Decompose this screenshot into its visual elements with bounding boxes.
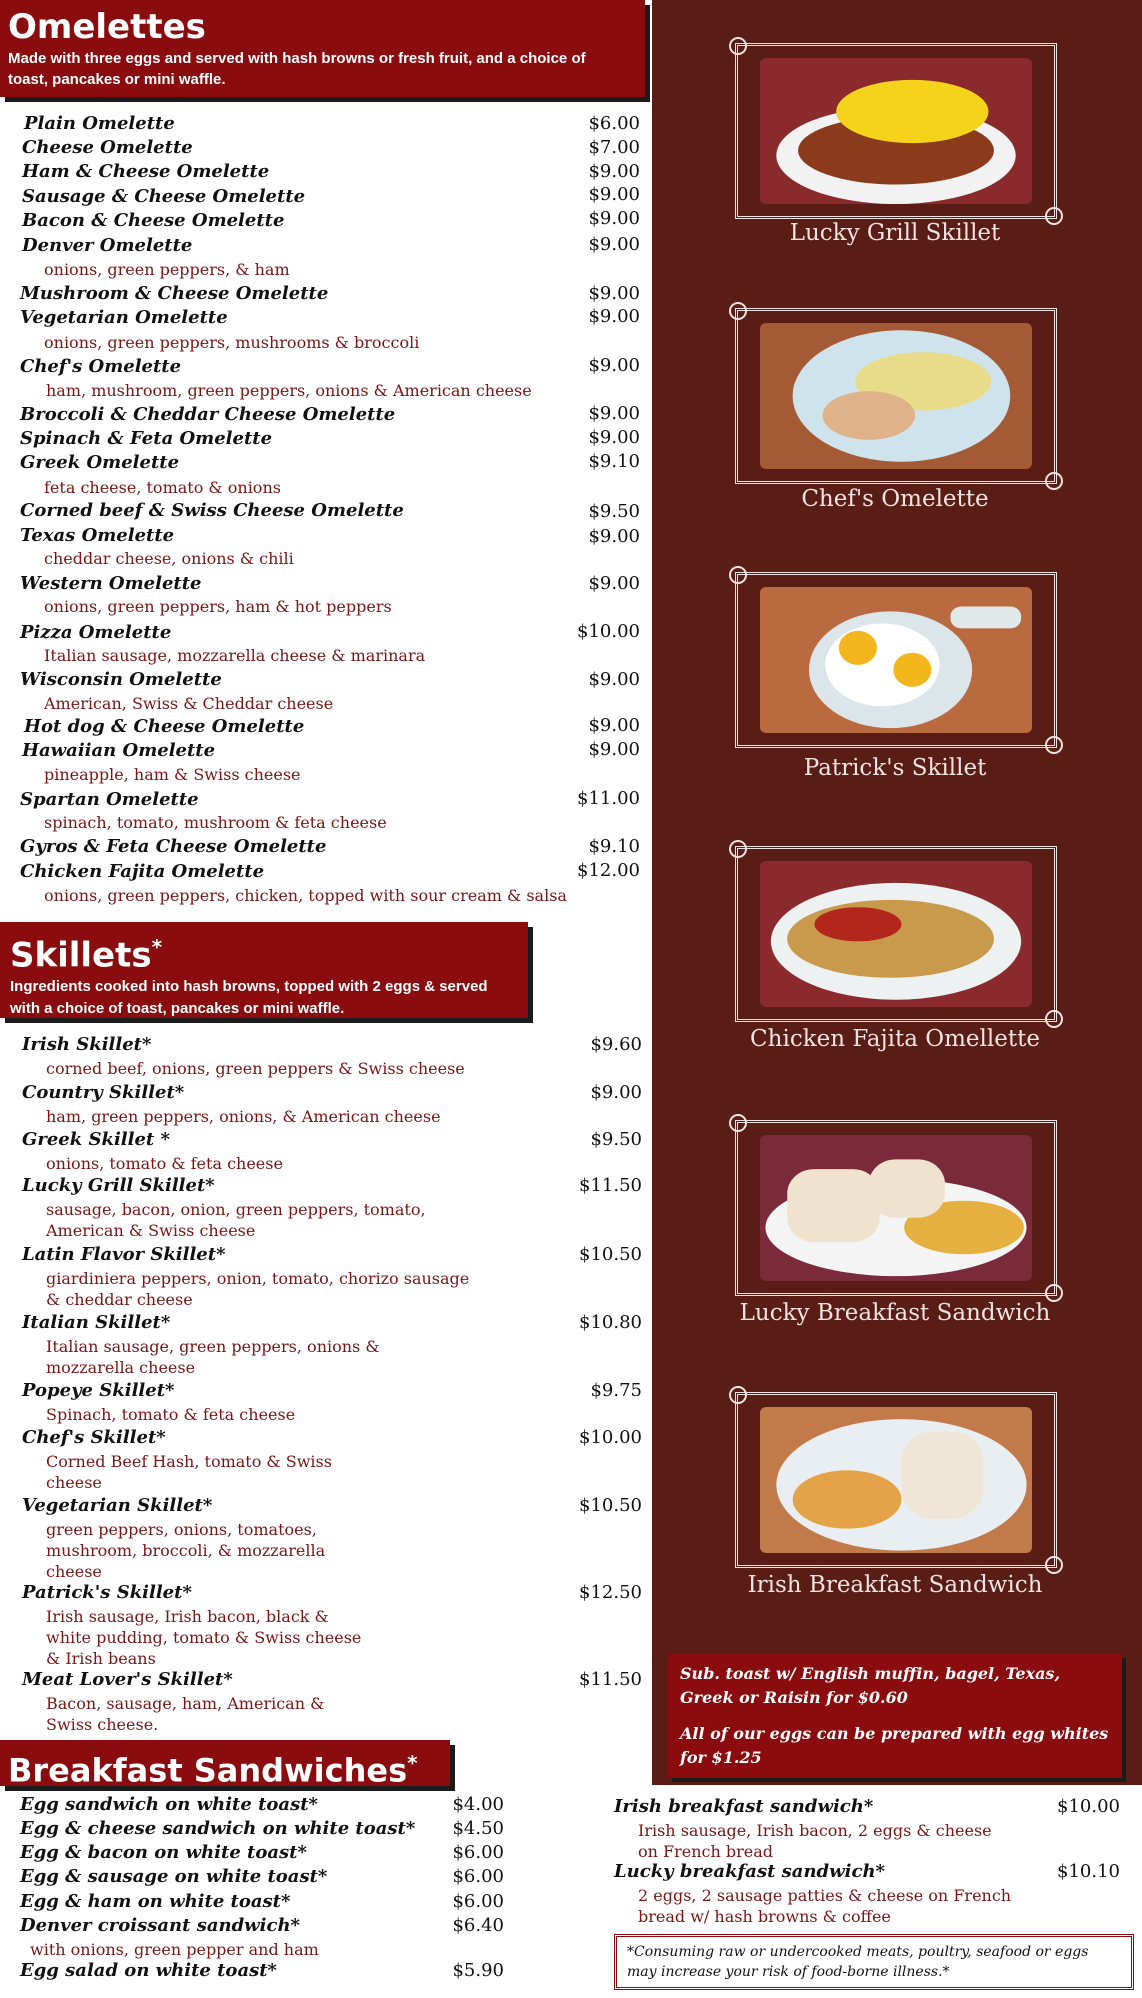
photo-caption-3: Patrick's Skillet bbox=[803, 755, 987, 781]
omelette-photo-icon bbox=[760, 323, 1032, 469]
menu-item-price: $9.00 bbox=[588, 526, 640, 547]
menu-item-name: Chef's Omelette bbox=[20, 356, 182, 377]
menu-item-price: $6.00 bbox=[452, 1866, 504, 1887]
menu-item-description: cheese bbox=[46, 1473, 102, 1492]
menu-item-name: Pizza Omelette bbox=[20, 622, 172, 643]
menu-item-name: Hot dog & Cheese Omelette bbox=[24, 716, 305, 737]
menu-item-name: Latin Flavor Skillet* bbox=[22, 1244, 226, 1265]
menu-item-price: $9.00 bbox=[588, 161, 640, 182]
menu-item-price: $11.50 bbox=[579, 1175, 642, 1196]
menu-item-price: $10.00 bbox=[577, 621, 640, 642]
photo-caption-6: Irish Breakfast Sandwich bbox=[747, 1572, 1043, 1598]
menu-item-description: sausage, bacon, onion, green peppers, tomato, bbox=[46, 1200, 426, 1219]
sandwich-photo-icon bbox=[760, 1407, 1032, 1553]
photo-frame-lucky-grill-skillet bbox=[735, 43, 1057, 219]
skillet-photo-icon bbox=[760, 587, 1032, 733]
menu-item-description: green peppers, onions, tomatoes, bbox=[46, 1520, 317, 1539]
menu-item-name: Egg & ham on white toast* bbox=[20, 1891, 291, 1912]
menu-item-description: onions, green peppers, chicken, topped with sour cream & salsa bbox=[44, 886, 567, 905]
photo-frame-chefs-omelette bbox=[735, 308, 1057, 484]
menu-item-description: Irish sausage, Irish bacon, black & bbox=[46, 1607, 329, 1626]
menu-item-name: Popeye Skillet* bbox=[22, 1380, 175, 1401]
menu-item-description: corned beef, onions, green peppers & Swiss cheese bbox=[46, 1059, 465, 1078]
menu-item-price: $6.40 bbox=[452, 1915, 504, 1936]
photo-frame-patricks-skillet bbox=[735, 572, 1057, 748]
menu-item-name: Country Skillet* bbox=[22, 1082, 185, 1103]
menu-item-name: Corned beef & Swiss Cheese Omelette bbox=[20, 500, 404, 521]
menu-item-price: $10.80 bbox=[579, 1312, 642, 1333]
skillets-asterisk: * bbox=[151, 935, 163, 959]
menu-item-description: onions, green peppers, & ham bbox=[44, 260, 290, 279]
menu-item-price: $9.00 bbox=[588, 283, 640, 304]
menu-item-price: $5.90 bbox=[452, 1960, 504, 1981]
menu-item-description: onions, green peppers, ham & hot peppers bbox=[44, 597, 392, 616]
breakfast-sandwiches-asterisk: * bbox=[407, 1751, 418, 1775]
menu-item-price: $9.00 bbox=[590, 1082, 642, 1103]
menu-item-description: Corned Beef Hash, tomato & Swiss bbox=[46, 1452, 332, 1471]
menu-item-description: American, Swiss & Cheddar cheese bbox=[44, 694, 334, 713]
menu-item-name: Irish breakfast sandwich* bbox=[614, 1796, 874, 1817]
menu-item-price: $9.75 bbox=[590, 1380, 642, 1401]
food-safety-disclaimer: *Consuming raw or undercooked meats, poultry, seafood or eggs may increase your risk of food-borne illness.* bbox=[614, 1934, 1134, 1990]
menu-item-description: American & Swiss cheese bbox=[46, 1221, 256, 1240]
menu-item-name: Chef's Skillet* bbox=[22, 1427, 166, 1448]
menu-item-price: $12.00 bbox=[577, 860, 640, 881]
menu-item-name: Wisconsin Omelette bbox=[20, 669, 222, 690]
menu-item-price: $9.50 bbox=[590, 1129, 642, 1150]
menu-item-description: mozzarella cheese bbox=[46, 1358, 196, 1377]
menu-item-name: Sausage & Cheese Omelette bbox=[22, 186, 306, 207]
menu-item-description: & Irish beans bbox=[46, 1649, 156, 1668]
menu-item-price: $10.00 bbox=[579, 1427, 642, 1448]
menu-item-description: Spinach, tomato & feta cheese bbox=[46, 1405, 296, 1424]
menu-item-name: Denver croissant sandwich* bbox=[20, 1915, 300, 1936]
breakfast-sandwiches-header bbox=[0, 1740, 450, 1790]
menu-item-price: $11.00 bbox=[577, 788, 640, 809]
menu-item-price: $4.00 bbox=[452, 1794, 504, 1815]
photo-frame-lucky-breakfast-sandwich bbox=[735, 1120, 1057, 1296]
menu-item-price: $9.00 bbox=[588, 403, 640, 424]
omelettes-header bbox=[0, 0, 645, 97]
menu-item-name: Lucky Grill Skillet* bbox=[22, 1175, 215, 1196]
menu-item-price: $12.50 bbox=[579, 1582, 642, 1603]
menu-item-description: Italian sausage, green peppers, onions & bbox=[46, 1337, 380, 1356]
photo-caption-4: Chicken Fajita Omellette bbox=[750, 1026, 1040, 1052]
menu-item-description: cheddar cheese, onions & chili bbox=[44, 549, 294, 568]
menu-item-description: 2 eggs, 2 sausage patties & cheese on French bbox=[638, 1886, 1012, 1905]
menu-item-name: Mushroom & Cheese Omelette bbox=[20, 283, 329, 304]
menu-item-name: Ham & Cheese Omelette bbox=[22, 161, 270, 182]
menu-item-description: giardiniera peppers, onion, tomato, chorizo sausage bbox=[46, 1269, 470, 1288]
menu-item-name: Hawaiian Omelette bbox=[22, 740, 216, 761]
menu-item-price: $9.60 bbox=[590, 1034, 642, 1055]
menu-item-price: $7.00 bbox=[588, 137, 640, 158]
menu-item-description: ham, green peppers, onions, & American cheese bbox=[46, 1107, 441, 1126]
menu-item-name: Egg & cheese sandwich on white toast* bbox=[20, 1818, 416, 1839]
menu-item-price: $9.10 bbox=[588, 836, 640, 857]
menu-item-name: Broccoli & Cheddar Cheese Omelette bbox=[20, 404, 396, 425]
menu-item-description: on French bread bbox=[638, 1842, 774, 1861]
menu-item-name: Chicken Fajita Omelette bbox=[20, 861, 265, 882]
menu-item-price: $10.50 bbox=[579, 1244, 642, 1265]
menu-item-price: $9.50 bbox=[588, 501, 640, 522]
photo-caption-1: Lucky Grill Skillet bbox=[789, 220, 1001, 246]
menu-item-name: Gyros & Feta Cheese Omelette bbox=[20, 836, 327, 857]
menu-item-price: $4.50 bbox=[452, 1818, 504, 1839]
photo-caption-2: Chef's Omelette bbox=[801, 486, 989, 512]
menu-item-description: white pudding, tomato & Swiss cheese bbox=[46, 1628, 362, 1647]
menu-item-name: Egg salad on white toast* bbox=[20, 1960, 277, 1981]
menu-item-description: onions, tomato & feta cheese bbox=[46, 1154, 283, 1173]
menu-item-description: Swiss cheese. bbox=[46, 1715, 159, 1734]
menu-item-price: $10.10 bbox=[1057, 1861, 1120, 1882]
menu-item-name: Greek Skillet * bbox=[22, 1129, 170, 1150]
menu-item-price: $6.00 bbox=[452, 1842, 504, 1863]
skillet-photo-icon bbox=[760, 58, 1032, 204]
menu-item-name: Vegetarian Omelette bbox=[20, 307, 228, 328]
menu-item-name: Meat Lover's Skillet* bbox=[22, 1669, 233, 1690]
sandwich-photo-icon bbox=[760, 1135, 1032, 1281]
menu-item-price: $6.00 bbox=[588, 113, 640, 134]
photo-frame-chicken-fajita-omelette bbox=[735, 846, 1057, 1022]
menu-item-name: Egg & bacon on white toast* bbox=[20, 1842, 307, 1863]
menu-item-name: Spinach & Feta Omelette bbox=[20, 428, 273, 449]
menu-item-name: Italian Skillet* bbox=[22, 1312, 171, 1333]
menu-item-name: Texas Omelette bbox=[20, 525, 175, 546]
menu-item-description: Bacon, sausage, ham, American & bbox=[46, 1694, 325, 1713]
skillets-header bbox=[0, 922, 528, 1018]
menu-item-description: ham, mushroom, green peppers, onions & American cheese bbox=[46, 381, 532, 400]
menu-item-description: bread w/ hash browns & coffee bbox=[638, 1907, 891, 1926]
menu-item-price: $9.00 bbox=[588, 234, 640, 255]
menu-item-price: $9.00 bbox=[588, 306, 640, 327]
menu-item-name: Western Omelette bbox=[20, 573, 202, 594]
menu-item-price: $9.00 bbox=[588, 427, 640, 448]
menu-item-price: $9.00 bbox=[588, 355, 640, 376]
menu-item-description: Irish sausage, Irish bacon, 2 eggs & cheese bbox=[638, 1821, 992, 1840]
menu-item-name: Cheese Omelette bbox=[22, 137, 193, 158]
menu-item-name: Greek Omelette bbox=[20, 452, 180, 473]
photo-frame-irish-breakfast-sandwich bbox=[735, 1392, 1057, 1568]
menu-item-name: Patrick's Skillet* bbox=[22, 1582, 192, 1603]
menu-item-price: $10.50 bbox=[579, 1495, 642, 1516]
menu-item-price: $9.00 bbox=[588, 208, 640, 229]
menu-item-name: Denver Omelette bbox=[22, 235, 193, 256]
menu-item-price: $10.00 bbox=[1057, 1796, 1120, 1817]
menu-item-name: Egg sandwich on white toast* bbox=[20, 1794, 318, 1815]
menu-item-name: Bacon & Cheese Omelette bbox=[22, 210, 285, 231]
menu-item-name: Irish Skillet* bbox=[22, 1034, 152, 1055]
menu-item-name: Egg & sausage on white toast* bbox=[20, 1866, 328, 1887]
menu-item-description: cheese bbox=[46, 1562, 102, 1581]
menu-item-name: Plain Omelette bbox=[24, 113, 175, 134]
menu-item-description: with onions, green pepper and ham bbox=[30, 1940, 319, 1959]
menu-item-name: Lucky breakfast sandwich* bbox=[614, 1861, 885, 1882]
menu-item-description: feta cheese, tomato & onions bbox=[44, 478, 281, 497]
menu-item-description: pineapple, ham & Swiss cheese bbox=[44, 765, 301, 784]
menu-item-price: $9.10 bbox=[588, 451, 640, 472]
photo-caption-5: Lucky Breakfast Sandwich bbox=[739, 1300, 1051, 1326]
menu-item-description: mushroom, broccoli, & mozzarella bbox=[46, 1541, 326, 1560]
menu-item-price: $9.00 bbox=[588, 669, 640, 690]
menu-item-price: $9.00 bbox=[588, 715, 640, 736]
menu-item-description: spinach, tomato, mushroom & feta cheese bbox=[44, 813, 387, 832]
menu-item-description: Italian sausage, mozzarella cheese & marinara bbox=[44, 646, 426, 665]
menu-item-name: Vegetarian Skillet* bbox=[22, 1495, 213, 1516]
menu-item-price: $9.00 bbox=[588, 573, 640, 594]
breakfast-sandwiches-title: Breakfast Sandwiches bbox=[8, 1751, 408, 1790]
toast-substitution-note: Sub. toast w/ English muffin, bagel, Texas, Greek or Raisin for $0.60 bbox=[668, 1654, 1122, 1718]
skillets-title: Skillets bbox=[10, 935, 152, 976]
menu-item-price: $9.00 bbox=[588, 739, 640, 760]
menu-item-description: & cheddar cheese bbox=[46, 1290, 193, 1309]
omelettes-description: Made with three eggs and served with hash browns or fresh fruit, and a choice of toast, pancakes or mini waffle. bbox=[8, 50, 586, 88]
menu-item-price: $11.50 bbox=[579, 1669, 642, 1690]
menu-item-price: $6.00 bbox=[452, 1891, 504, 1912]
egg-whites-note: All of our eggs can be prepared with egg whites for $1.25 bbox=[668, 1714, 1122, 1778]
menu-item-description: onions, green peppers, mushrooms & broccoli bbox=[44, 333, 420, 352]
skillets-description: Ingredients cooked into hash browns, topped with 2 eggs & served with a choice of toast, pancakes or mini waffle. bbox=[10, 978, 488, 1018]
omelette-photo-icon bbox=[760, 861, 1032, 1007]
menu-item-price: $9.00 bbox=[588, 184, 640, 205]
menu-item-name: Spartan Omelette bbox=[20, 789, 199, 810]
omelettes-title: Omelettes bbox=[8, 7, 206, 47]
